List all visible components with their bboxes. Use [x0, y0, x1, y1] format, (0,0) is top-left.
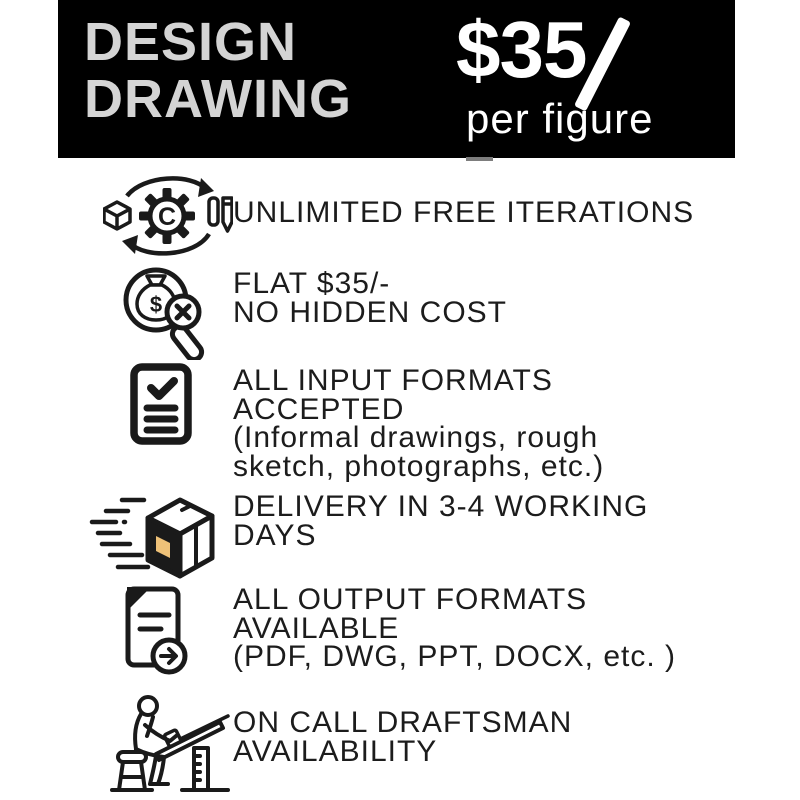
feature-text-input-formats: ALL INPUT FORMATS ACCEPTED (Informal drawings, rough sketch, photographs, etc.)	[233, 364, 605, 483]
gear-letter: C	[157, 203, 177, 231]
checklist-document-icon	[130, 363, 192, 445]
page-title	[84, 14, 352, 128]
title-line-2: DRAWING	[84, 69, 352, 129]
feature-text-flat-price: FLAT $35/- NO HIDDEN COST	[233, 267, 508, 329]
banner-underline-dash	[466, 157, 493, 161]
feature-text-output-formats: ALL OUTPUT FORMATS AVAILABLE (PDF, DWG, PPT, DOCX, etc. )	[233, 583, 677, 673]
feature-text-draftsman: ON CALL DRAFTSMAN AVAILABILITY	[233, 706, 573, 768]
price-unit: per figure	[466, 95, 654, 142]
draftsman-at-desk-icon	[106, 692, 231, 794]
feature-text-delivery: DELIVERY IN 3-4 WORKING DAYS	[233, 490, 649, 552]
money-bag-symbol: $	[149, 292, 163, 317]
header-banner	[58, 0, 735, 158]
feature-text-iterations: UNLIMITED FREE ITERATIONS	[233, 196, 695, 229]
title-line-1: DESIGN	[84, 12, 298, 72]
fast-delivery-box-icon	[86, 488, 218, 580]
iteration-cycle-icon	[103, 170, 233, 262]
price-amount: $35	[456, 5, 587, 94]
export-document-icon	[124, 585, 188, 679]
price-magnifier-icon	[116, 262, 208, 360]
